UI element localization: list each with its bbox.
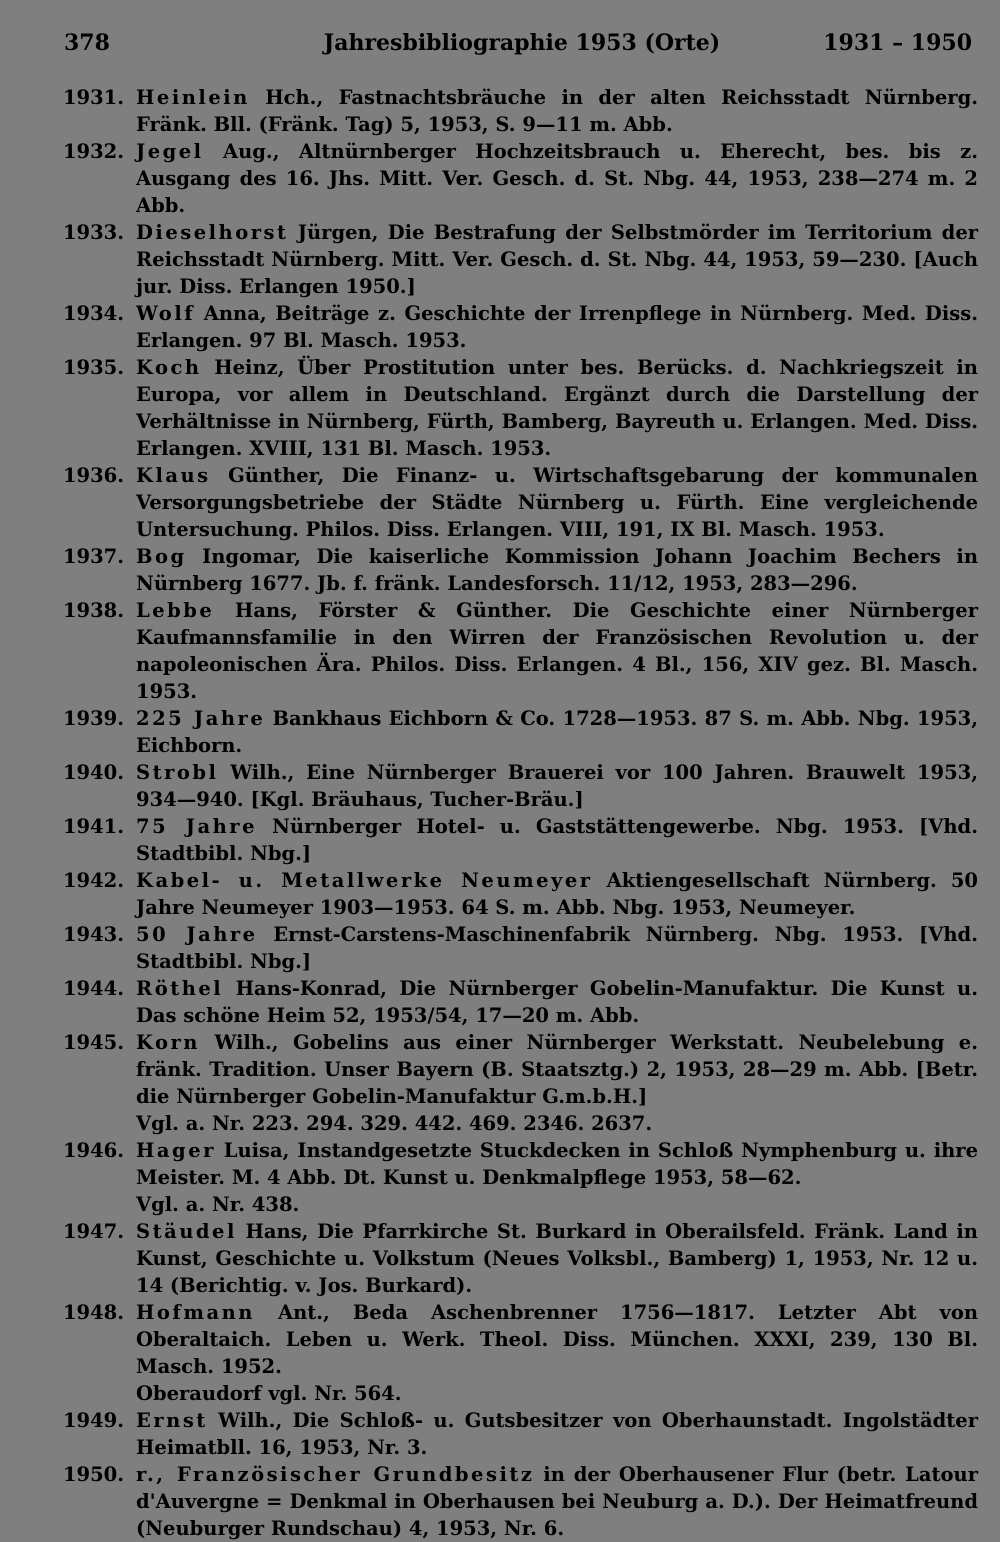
- entry-number: 1934.: [62, 302, 124, 325]
- entry-author: Heinlein: [136, 86, 250, 109]
- entry-author: Klaus: [136, 464, 211, 487]
- entry-text: Anna, Beiträge z. Geschichte der Irrenpflege in Nürnberg. Med. Diss. Erlangen. 97 Bl. Masch. 1953.: [136, 302, 978, 352]
- entry-author: Koch: [136, 356, 202, 379]
- entry-number: 1940.: [62, 761, 124, 784]
- cross-reference: Vgl. a. Nr. 223. 294. 329. 442. 469. 2346. 2637.: [136, 1112, 653, 1135]
- entry-author: Jegel: [136, 140, 204, 163]
- entry-text: Jürgen, Die Bestrafung der Selbstmörder im Territorium der Reichsstadt Nürnberg. Mitt. Ver. Gesch. d. St. Nbg. 44, 1953, 59—230. [Auch jur. Diss. Erlangen 1950.]: [136, 221, 978, 298]
- bibliography-entry: [58, 1218, 978, 1299]
- entry-number: 1937.: [62, 545, 124, 568]
- bibliography-entry: [58, 462, 978, 543]
- entry-number: 1942.: [62, 869, 124, 892]
- entry-number: 1931.: [62, 86, 124, 109]
- entry-text: Hans, Die Pfarrkirche St. Burkard in Oberailsfeld. Fränk. Land in Kunst, Geschichte u. Volkstum (Neues Volksbl., Bamberg) 1, 1953, Nr. 12 u. 14 (Berichtig. v. Jos. Burkard).: [136, 1220, 978, 1297]
- entry-author: Kabel- u. Metallwerke Neumeyer: [136, 869, 593, 892]
- bibliography-entry: [58, 975, 978, 1029]
- entry-number: 1948.: [62, 1301, 124, 1324]
- entry-text: Nürnberger Hotel- u. Gaststättengewerbe. Nbg. 1953. [Vhd. Stadtbibl. Nbg.]: [136, 815, 978, 865]
- bibliography-entry: [58, 867, 978, 921]
- bibliography-entry: [58, 1137, 978, 1218]
- bibliography-entry: [58, 705, 978, 759]
- entry-text: Bankhaus Eichborn & Co. 1728—1953. 87 S. m. Abb. Nbg. 1953, Eichborn.: [136, 707, 978, 757]
- bibliography-entry: [58, 300, 978, 354]
- entry-number: 1943.: [62, 923, 124, 946]
- entry-number: 1941.: [62, 815, 124, 838]
- entry-author: Wolf: [136, 302, 196, 325]
- entry-author: r., Französischer Grundbesitz: [136, 1463, 535, 1486]
- entry-number: 1939.: [62, 707, 124, 730]
- bibliography-entry: [58, 1407, 978, 1461]
- entry-author: 50 Jahre: [136, 923, 258, 946]
- bibliography-entry: [58, 1299, 978, 1407]
- entry-number: 1946.: [62, 1139, 124, 1162]
- cross-reference: Oberaudorf vgl. Nr. 564.: [136, 1382, 402, 1405]
- entry-author: 225 Jahre: [136, 707, 266, 730]
- entry-text: Günther, Die Finanz- u. Wirtschaftsgebarung der kommunalen Versorgungsbetriebe der Städte Nürnberg u. Fürth. Eine vergleichende Untersuchung. Philos. Diss. Erlangen. VIII, 191, IX Bl. Masch. 1953.: [136, 464, 978, 541]
- entry-text: Hans, Förster & Günther. Die Geschichte einer Nürnberger Kaufmannsfamilie in den Wirren der Französischen Revolution u. der napoleonischen Ära. Philos. Diss. Erlangen. 4 Bl., 156, XIV gez. Bl. Masch. 1953.: [136, 599, 978, 703]
- bibliography-entry: [58, 813, 978, 867]
- entry-text: Ernst-Carstens-Maschinenfabrik Nürnberg. Nbg. 1953. [Vhd. Stadtbibl. Nbg.]: [136, 923, 978, 973]
- bibliography-entry: [58, 219, 978, 300]
- entry-author: Korn: [136, 1031, 200, 1054]
- entry-author: Lebbe: [136, 599, 215, 622]
- entry-text: Aktiengesellschaft Nürnberg. 50 Jahre Neumeyer 1903—1953. 64 S. m. Abb. Nbg. 1953, Neumeyer.: [136, 869, 978, 919]
- page-number: 378: [64, 30, 110, 56]
- entry-text: Ingomar, Die kaiserliche Kommission Johann Joachim Bechers in Nürnberg 1677. Jb. f. fränk. Landesforsch. 11/12, 1953, 283—296.: [136, 545, 978, 595]
- bibliography-entry: [58, 921, 978, 975]
- entry-text: Wilh., Gobelins aus einer Nürnberger Werkstatt. Neubelebung e. fränk. Tradition. Unser Bayern (B. Staatsztg.) 2, 1953, 28—29 m. Abb. [Betr. die Nürnberger Gobelin-Manufaktur G.m.b.H.]: [136, 1031, 978, 1108]
- bibliography-entry: [58, 759, 978, 813]
- bibliography-entry: [58, 1029, 978, 1137]
- entry-author: 75 Jahre: [136, 815, 257, 838]
- bibliography-entry: [58, 1461, 978, 1542]
- entry-author: Röthel: [136, 977, 224, 1000]
- entry-text: Wilh., Die Schloß- u. Gutsbesitzer von Oberhaunstadt. Ingolstädter Heimatbll. 16, 1953, Nr. 3.: [136, 1409, 978, 1459]
- entry-author: Bog: [136, 545, 187, 568]
- entry-author: Strobl: [136, 761, 219, 784]
- entry-text: Ant., Beda Aschenbrenner 1756—1817. Letzter Abt von Oberaltaich. Leben u. Werk. Theol. Diss. München. XXXI, 239, 130 Bl. Masch. 1952.: [136, 1301, 978, 1378]
- entry-text: Wilh., Eine Nürnberger Brauerei vor 100 Jahren. Brauwelt 1953, 934—940. [Kgl. Bräuhaus, Tucher-Bräu.]: [136, 761, 978, 811]
- entry-number: 1932.: [62, 140, 124, 163]
- entry-number: 1947.: [62, 1220, 124, 1243]
- entry-text: Hans-Konrad, Die Nürnberger Gobelin-Manufaktur. Die Kunst u. Das schöne Heim 52, 1953/54, 17—20 m. Abb.: [136, 977, 978, 1027]
- bibliography-list: [58, 84, 978, 1542]
- cross-reference: Vgl. a. Nr. 438.: [136, 1193, 300, 1216]
- entry-number: 1936.: [62, 464, 124, 487]
- entry-number: 1949.: [62, 1409, 124, 1432]
- running-title: Jahresbibliographie 1953 (Orte): [323, 30, 721, 56]
- entry-text: Aug., Altnürnberger Hochzeitsbrauch u. Eherecht, bes. bis z. Ausgang des 16. Jhs. Mitt. Ver. Gesch. d. St. Nbg. 44, 1953, 238—274 m. 2 Abb.: [136, 140, 978, 217]
- entry-text: in der Oberhausener Flur (betr. Latour d'Auvergne = Denkmal in Oberhausen bei Neuburg a. D.). Der Heimatfreund (Neuburger Rundschau) 4, 1953, Nr. 6.: [136, 1463, 978, 1540]
- entry-number: 1933.: [62, 221, 124, 244]
- entry-text: Heinz, Über Prostitution unter bes. Berücks. d. Nachkriegszeit in Europa, vor allem in Deutschland. Ergänzt durch die Darstellung der Verhältnisse in Nürnberg, Fürth, Bamberg, Bayreuth u. Erlangen. Med. Diss. Erlangen. XVIII, 131 Bl. Masch. 1953.: [136, 356, 978, 460]
- entry-number: 1945.: [62, 1031, 124, 1054]
- entry-text: Hch., Fastnachtsbräuche in der alten Reichsstadt Nürnberg. Fränk. Bll. (Fränk. Tag) 5, 1953, S. 9—11 m. Abb.: [136, 86, 978, 136]
- entry-author: Dieselhorst: [136, 221, 289, 244]
- bibliography-entry: [58, 354, 978, 462]
- entry-author: Stäudel: [136, 1220, 237, 1243]
- entry-number: 1944.: [62, 977, 124, 1000]
- entry-author: Hofmann: [136, 1301, 255, 1324]
- page-header: [64, 30, 980, 66]
- bibliography-entry: [58, 543, 978, 597]
- entry-number: 1938.: [62, 599, 124, 622]
- entry-range: 1931 – 1950: [823, 30, 972, 56]
- entry-number: 1935.: [62, 356, 124, 379]
- entry-author: Ernst: [136, 1409, 208, 1432]
- entry-author: Hager: [136, 1139, 216, 1162]
- entry-text: Luisa, Instandgesetzte Stuckdecken in Schloß Nymphenburg u. ihre Meister. M. 4 Abb. Dt. Kunst u. Denkmalpflege 1953, 58—62.: [136, 1139, 978, 1189]
- entry-number: 1950.: [62, 1463, 124, 1486]
- bibliography-entry: [58, 84, 978, 138]
- bibliography-entry: [58, 138, 978, 219]
- bibliography-entry: [58, 597, 978, 705]
